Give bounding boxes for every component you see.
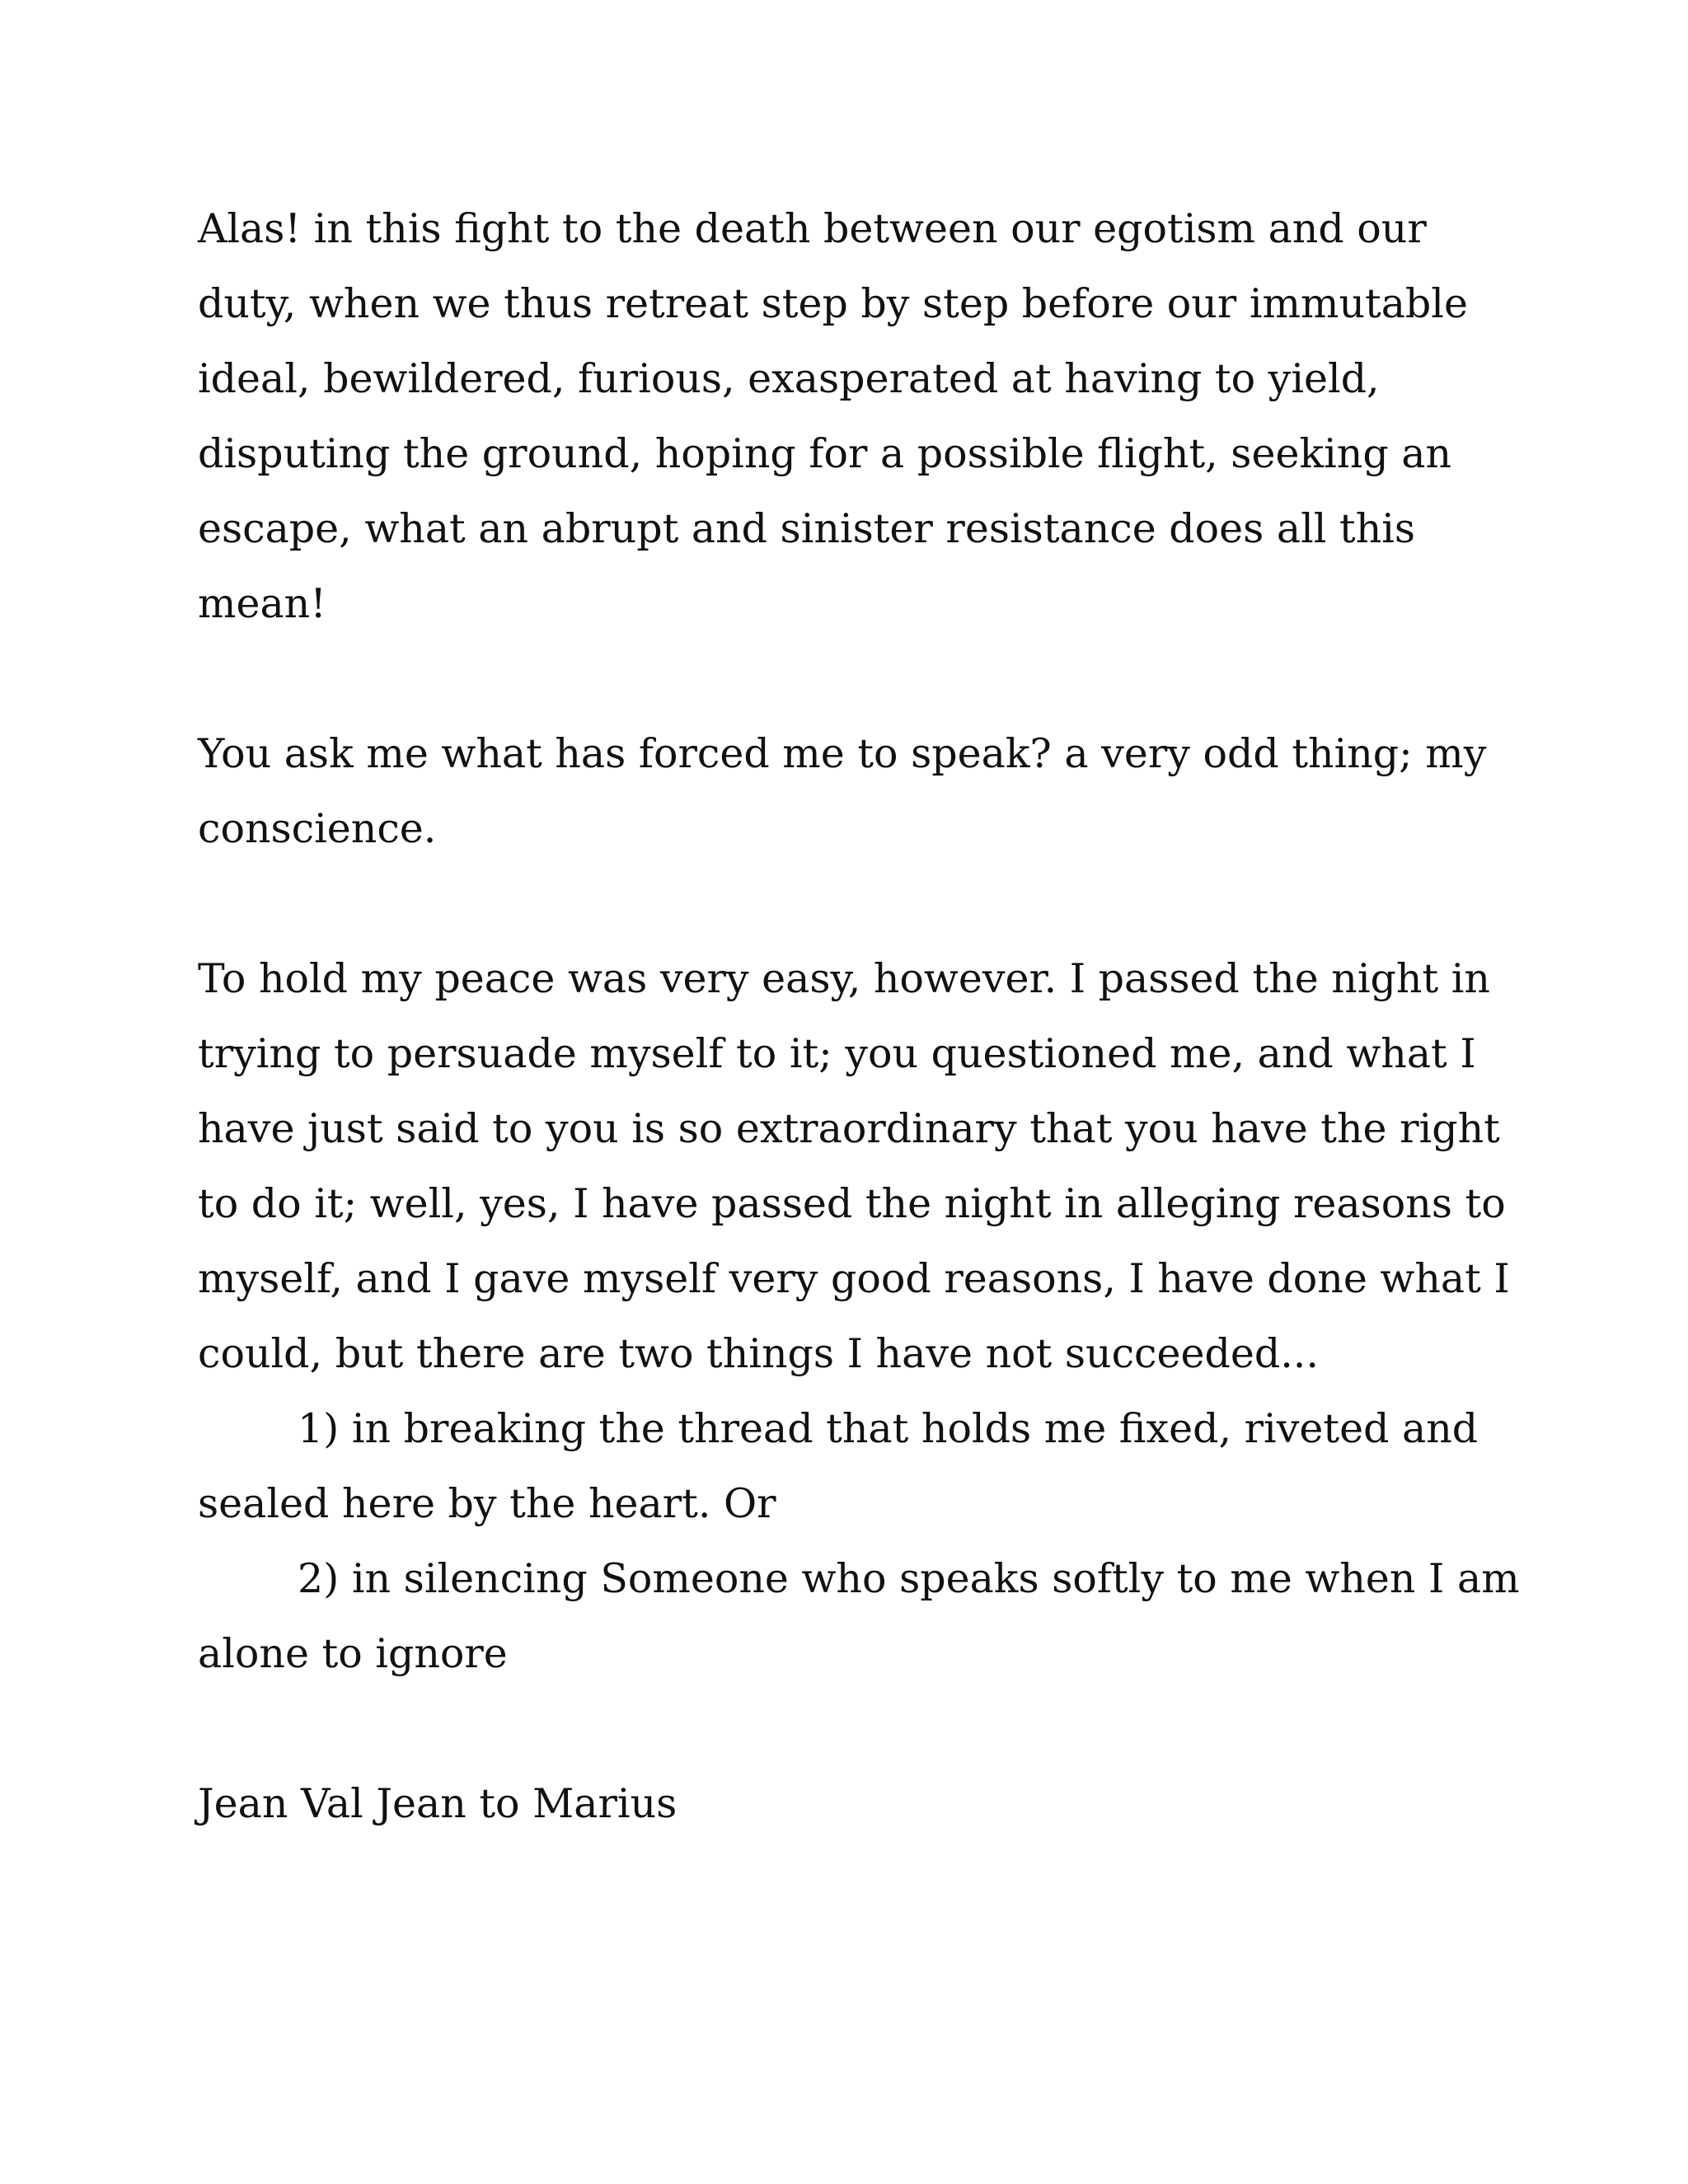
paragraph-hold-my-peace: To hold my peace was very easy, however. I passed the night in trying to persuade myself to it; you questioned me, and what I have just said to you is so extraordinary that you have the right to do it; well, yes, I have passed the night in alleging reasons to myself, and I gave myself very good reasons, I have done what I could, but there are two things I have not succeeded... (198, 955, 1510, 1377)
paragraph-spacer (198, 641, 1523, 716)
list-item-1: 1) in breaking the thread that holds me fixed, riveted and sealed here by the heart. Or (198, 1405, 1479, 1527)
paragraph-spacer (198, 866, 1523, 941)
list-item-2: 2) in silencing Someone who speaks softly to me when I am alone to ignore (198, 1555, 1520, 1677)
paragraph-conscience: You ask me what has forced me to speak? a very odd thing; my conscience. (198, 730, 1487, 852)
signature-line: Jean Val Jean to Marius (198, 1780, 678, 1827)
paragraph-alas: Alas! in this fight to the death between our egotism and our duty, when we thus retreat step by step before our immutable ideal, bewildered, furious, exasperated at having to yield, disputing the ground, hoping for a possible flight, seeking an escape, what an abrupt and sinister resistance does all this mean! (198, 205, 1468, 627)
paragraph-spacer (198, 1691, 1523, 1766)
